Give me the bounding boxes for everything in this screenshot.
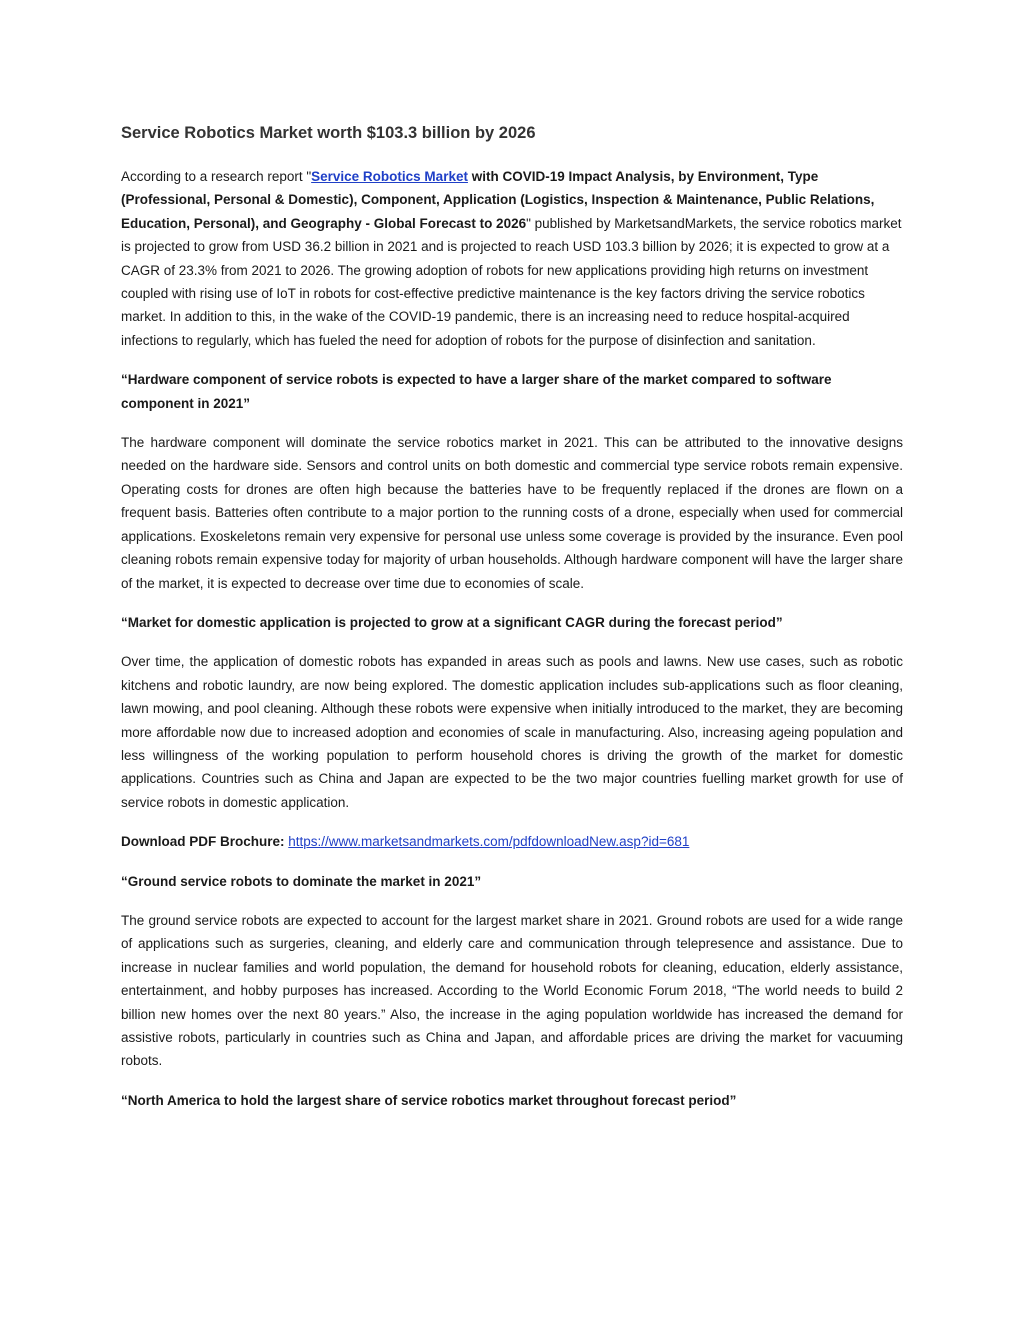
- intro-paragraph: [121, 165, 903, 352]
- section-body-hardware: The hardware component will dominate the service robotics market in 2021. This can be attributed to the innovative designs needed on the hardware side. Sensors and control units on both domestic and commercial type service robots remain expensive. Operating costs for drones are often high because the batteries have to be frequently replaced if the drones are flown on a frequent basis. Batteries often contribute to a major portion to the running costs of a drone, especially when used for commercial applications. Exoskeletons remain very expensive for personal use unless some coverage is provided by the insurance. Even pool cleaning robots remain expensive today for majority of urban households. Although hardware component will have the larger share of the market, it is expected to decrease over time due to economies of scale.: [121, 435, 903, 591]
- section-body-domestic: Over time, the application of domestic robots has expanded in areas such as pools and lawns. New use cases, such as robotic kitchens and robotic laundry, are now being explored. The domestic application includes sub-applications such as floor cleaning, lawn mowing, and pool cleaning. Although these robots were expensive when initially introduced to the market, they are becoming more affordable now due to increased adoption and economies of scale in manufacturing. Also, increasing ageing population and less willingness of the working population to perform household chores is driving the growth of the market for domestic applications. Countries such as China and Japan are expected to be the two major countries fuelling market growth for use of service robots in domestic application.: [121, 654, 903, 810]
- section-body-ground: The ground service robots are expected to account for the largest market share in 2021. Ground robots are used for a wide range of applications such as surgeries, cleaning, and elderly care and communication through telepresence and assistance. Due to increase in nuclear families and world population, the demand for household robots for cleaning, education, elderly assistance, entertainment, and hobby purposes has increased. According to the World Economic Forum 2018, “The world needs to build 2 billion new homes over the next 80 years.” Also, the increase in the aging population worldwide has increased the demand for assistive robots, particularly in countries such as China and Japan, and affordable prices are driving the market for vacuuming robots.: [121, 912, 903, 1069]
- download-label: Download PDF Brochure:: [121, 834, 285, 850]
- section-heading-north-america: “North America to hold the largest share of service robotics market throughout forecast period”: [121, 1092, 737, 1108]
- document-title: Service Robotics Market worth $103.3 billion by 2026: [121, 124, 536, 142]
- section-heading-hardware: “Hardware component of service robots is expected to have a larger share of the market compared to software component in 2021”: [121, 372, 832, 411]
- document-page: [121, 120, 903, 1128]
- pdf-download-link[interactable]: https://www.marketsandmarkets.com/pdfdownloadNew.asp?id=681: [288, 834, 690, 850]
- intro-prefix: According to a research report ": [121, 169, 312, 184]
- section-heading-ground: “Ground service robots to dominate the market in 2021”: [121, 873, 482, 889]
- download-line: [121, 830, 903, 853]
- intro-report-title: with COVID-19 Impact Analysis, by Environment, Type (Professional, Personal & Domestic), Component, Application (Logistics, Inspection & Maintenance, Public Relations, Education, Personal), and Geography - Global Forecast to 2026: [121, 169, 875, 231]
- section-heading-domestic: “Market for domestic application is projected to grow at a significant CAGR during the forecast period”: [121, 614, 783, 630]
- service-robotics-market-link[interactable]: Service Robotics Market: [311, 169, 468, 184]
- intro-rest: " published by MarketsandMarkets, the service robotics market is projected to grow from USD 36.2 billion in 2021 and is projected to reach USD 103.3 billion by 2026; it is expected to grow at a CAGR of 23.3% from 2021 to 2026. The growing adoption of robots for new applications providing high returns on investment coupled with rising use of IoT in robots for cost-effective predictive maintenance is the key factors driving the service robotics market. In addition to this, in the wake of the COVID-19 pandemic, there is an increasing need to reduce hospital-acquired infections to regularly, which has fueled the need for adoption of robots for the purpose of disinfection and sanitation.: [121, 215, 902, 348]
